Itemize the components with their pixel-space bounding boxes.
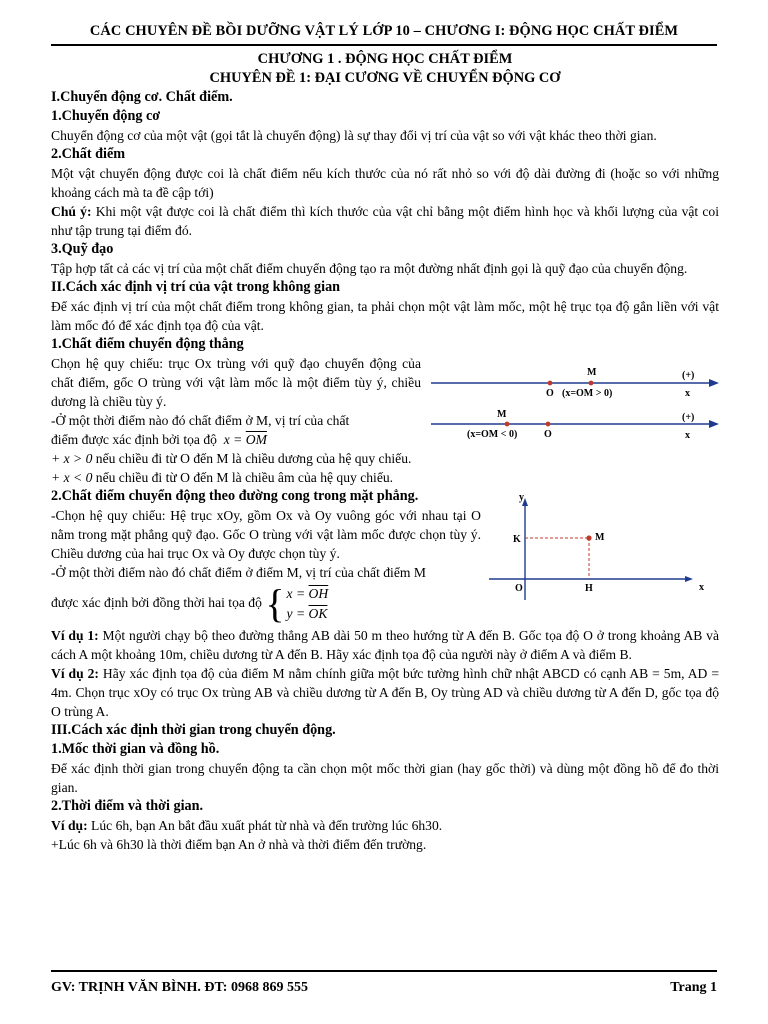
point-m [589,381,594,386]
equation-x: x = [223,432,243,447]
xy-figure [481,492,719,624]
coordinate-system [265,581,329,626]
axis-arrowhead [709,379,719,387]
label-m: M [587,367,597,378]
subsection-heading: 2.Chất điểm [51,146,126,162]
paragraph: Tập hợp tất cả các vị trí của một chất điểm chuyển động tạo ra một đường nhất định gọi là quỹ đạo của chuyển động. [51,261,688,276]
vector-oh: $\overline{OH}$ [308,586,329,601]
note-text: Khi một vật được coi là chất điểm thì kích thước của vật chỉ bằng một điểm hình học và khối lượng của vật coi như tập trung tại điểm đó. [51,204,719,238]
curved-motion-text [51,506,481,624]
label-positive: (+) [682,412,695,423]
xy-diagram [485,492,715,602]
section-3-heading: III.Cách xác định thời gian trong chuyển động. [51,722,336,738]
linear-motion-text [51,354,421,430]
axis-diagram [429,360,727,460]
paragraph: -Ở một thời điểm nào đó chất điểm ở M, vị trí của chất [51,413,350,428]
paragraph [51,581,481,626]
brace-symbol: { [265,581,285,626]
paragraph: Chuyển động cơ của một vật (gọi tắt là chuyển động) là sự thay đổi vị trí của vật so với vật khác theo thời gian. [51,128,657,143]
note-paragraph [51,202,719,240]
example-1 [51,626,719,664]
example-label: Ví dụ: [51,818,88,833]
label-k: K [513,534,521,545]
equation-x: x = [286,586,306,601]
example-paragraph [51,816,719,835]
label-o: O [546,388,554,399]
example-text: Một người chạy bộ theo đường thẳng AB dài 50 m theo hướng từ A đến B. Gốc tọa độ O ở trong khoảng AB và cách A một khoảng 10m, chiều dương từ A đến B. Hãy xác định tọa độ của người này ở điểm A và điểm B. [51,628,719,662]
chapter-title: CHƯƠNG 1 . ĐỘNG HỌC CHẤT ĐIỂM [257,51,513,67]
running-header: CÁC CHUYÊN ĐỀ BỒI DƯỠNG VẬT LÝ LỚP 10 – CHƯƠNG I: ĐỘNG HỌC CHẤT ĐIỂM [51,22,717,46]
point-m [586,535,591,540]
example-text: Lúc 6h, bạn An bắt đầu xuất phát từ nhà và đến trường lúc 6h30. [87,818,443,833]
subsection-heading: 1.Chất điểm chuyển động thẳng [51,336,244,352]
axis-arrowhead [685,576,693,582]
teacher-info: GV: TRỊNH VĂN BÌNH. ĐT: 0968 869 555 [51,980,308,995]
example-label: Ví dụ 2: [51,666,99,681]
example-text: Hãy xác định tọa độ của điểm M nằm chính giữa một bức tường hình chữ nhật ABCD có cạnh AB = 5m, AD = 4m. Chọn trục xOy có trục Ox trùng AB và chiều dương từ A đến B, Oy trùng AD và chiều dương từ A đến D, gốc tọa độ O trùng A. [51,666,719,719]
section-1-heading: I.Chuyển động cơ. Chất điểm. [51,89,233,105]
origin-point [548,381,553,386]
label-y: y [519,492,524,503]
label-m: M [595,532,605,543]
page-content [51,50,719,854]
page-footer [51,970,717,997]
subsection-heading: 1.Chuyển động cơ [51,108,161,124]
example-label: Ví dụ 1: [51,628,99,643]
label-h: H [585,583,593,594]
paragraph: -Ở một thời điểm nào đó chất điểm ở điểm M, vị trí của chất điểm M [51,565,426,580]
paragraph: +Lúc 6h và 6h30 là thời điểm bạn An ở nhà và thời điểm đến trường. [51,837,427,852]
paragraph: Chọn hệ quy chiếu: trục Ox trùng với quỹ đạo chuyển động của chất điểm, gốc O trùng với vật làm mốc là một điểm tùy ý, chiều dương là chiều tùy ý. [51,356,421,409]
axis-figures [421,354,719,441]
label-o: O [515,583,523,594]
point-m [505,422,510,427]
coord-text: được xác định bởi đồng thời hai tọa độ [51,595,262,611]
label-o: O [544,429,552,440]
paragraph: Để xác định thời gian trong chuyển động ta cần chọn một mốc thời gian (hay gốc thời) và dùng một đồng hồ để đo thời gian. [51,761,719,795]
label-x: x [685,430,690,441]
paragraph: Để xác định vị trí của một chất điểm trong không gian, ta phải chọn một vật làm mốc, một hệ trục tọa độ gắn liền với vật làm mốc đó để xác định tọa độ của vật. [51,299,719,333]
label-x: x [699,582,704,593]
equation-y: y = [286,606,306,621]
bullet-text: nếu chiều đi từ O đến M là chiều âm của hệ quy chiếu. [92,470,394,485]
subsection-heading: 2.Thời điểm và thời gian. [51,798,204,814]
note-label: Chú ý: [51,204,92,219]
condition-symbol: + x < 0 [51,470,93,485]
label-m: M [497,409,507,420]
example-2 [51,664,719,721]
section-2-heading: II.Cách xác định vị trí của vật trong không gian [51,279,341,295]
paragraph: -Chọn hệ quy chiếu: Hệ trục xOy, gồm Ox và Oy vuông góc với nhau tại O nằm trong mặt phẳng quỹ đạo. Gốc O trùng với vật làm mốc được chọn tùy ý. Chiều dương của hai trục Ox và Oy được chọn tùy ý. [51,508,481,561]
label-positive: (+) [682,370,695,381]
condition-symbol: + x > 0 [51,451,93,466]
page-number: Trang 1 [670,980,717,995]
topic-title: CHUYÊN ĐỀ 1: ĐẠI CƯƠNG VỀ CHUYỂN ĐỘNG CƠ [209,70,561,86]
subsection-heading: 1.Mốc thời gian và đồng hồ. [51,741,220,757]
condition-label: (x=OM < 0) [467,429,518,440]
vector-om: $\overline{OM}$ [245,432,267,447]
bullet-negative [51,468,719,487]
origin-point [546,422,551,427]
condition-label: (x=OM > 0) [562,388,613,399]
subsection-heading: 3.Quỹ đạo [51,241,114,257]
coord-text: điểm được xác định bởi tọa độ [51,432,217,447]
paragraph: Một vật chuyển động được coi là chất điểm nếu kích thước của nó rất nhỏ so với độ dài đường đi (hoặc so với những khoảng cách mà ta đề cập tới) [51,166,719,200]
bullet-text: nếu chiều đi từ O đến M là chiều dương của hệ quy chiếu. [92,451,412,466]
axis-arrowhead [709,420,719,428]
label-x: x [685,388,690,399]
vector-ok: $\overline{OK}$ [308,606,328,621]
subsection-heading: 2.Chất điểm chuyển động theo đường cong trong mặt phẳng. [51,488,419,504]
